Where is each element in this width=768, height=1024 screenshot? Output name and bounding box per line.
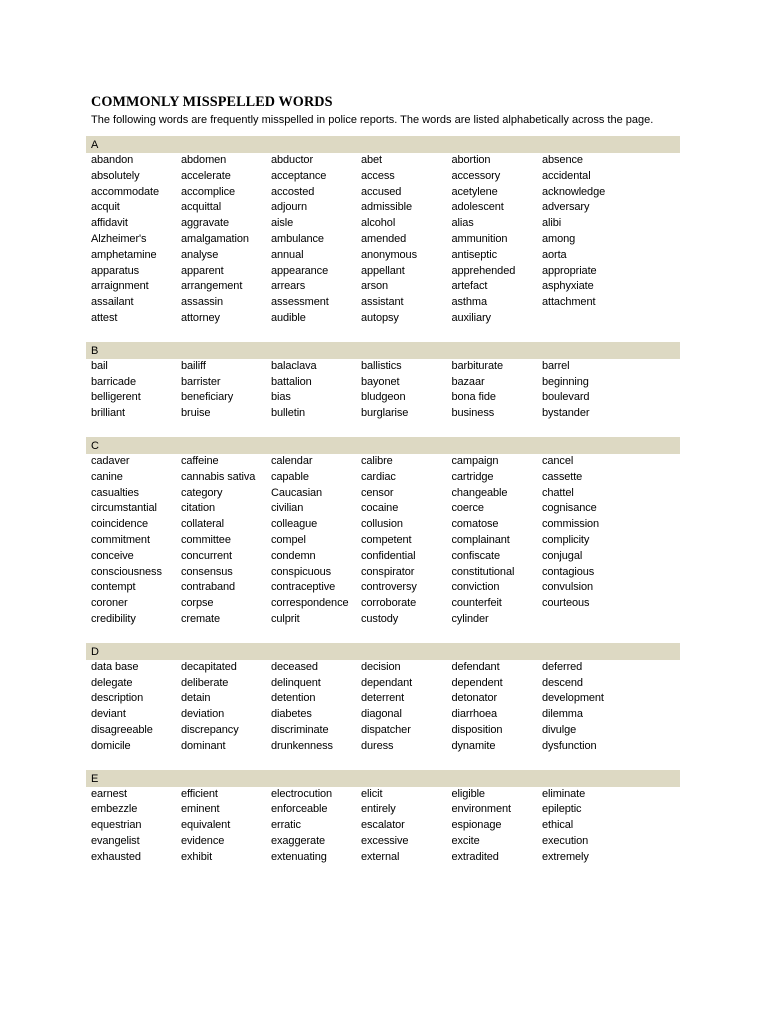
word-cell: abandon [91, 154, 134, 166]
word-cell: barrel [542, 359, 570, 372]
word-cell: contraband [181, 581, 236, 594]
word-cell: apprehended [451, 264, 516, 277]
word-cell: commission [542, 518, 600, 531]
word-cell: extremely [542, 850, 589, 863]
word-cell: coroner [91, 597, 128, 610]
word-cell: brilliant [91, 407, 125, 420]
word-cell: deterrent [361, 692, 405, 705]
word-cell: disposition [451, 723, 503, 736]
word-cell: conviction [451, 581, 500, 594]
word-cell: cannabis sativa [181, 470, 256, 483]
word-cell: custody [361, 612, 399, 625]
word-cell: controversy [361, 581, 417, 594]
word-cell: domicile [91, 739, 131, 752]
word-cell: absolutely [91, 169, 140, 182]
word-cell: casualties [91, 486, 139, 499]
word-cell: evangelist [91, 834, 140, 847]
word-cell: escalator [361, 819, 405, 832]
word-cell: detonator [451, 692, 498, 705]
word-cell: boulevard [542, 391, 590, 404]
word-cell: collusion [361, 518, 403, 531]
word-cell: conceive [91, 549, 134, 562]
word-cell: cartridge [451, 470, 494, 483]
word-cell: accelerate [181, 169, 231, 182]
word-cell: dysfunction [542, 739, 597, 752]
word-cell: bias [271, 391, 291, 404]
section-header: C [86, 437, 680, 454]
word-cell: admissible [361, 201, 412, 214]
word-cell: excite [451, 834, 480, 847]
word-cell: dynamite [451, 739, 496, 752]
word-cell: attest [91, 311, 118, 324]
word-cell: accused [361, 185, 402, 198]
word-cell: conjugal [542, 549, 583, 562]
word-cell: eligible [451, 787, 485, 800]
word-cell: counterfeit [451, 597, 502, 610]
word-cell: delegate [91, 676, 133, 689]
word-cell: deferred [542, 660, 583, 673]
word-cell: appellant [361, 264, 405, 277]
word-cell: environment [451, 803, 511, 816]
word-cell: confiscate [451, 549, 501, 562]
word-cell [542, 311, 632, 327]
word-cell: contempt [91, 581, 136, 594]
word-cell: external [361, 850, 400, 863]
section-header: A [86, 136, 680, 153]
word-cell: analyse [181, 248, 219, 261]
word-cell: arrangement [181, 280, 243, 293]
word-cell: detention [271, 692, 316, 705]
word-cell: calibre [361, 454, 393, 467]
word-cell: amalgamation [181, 232, 249, 245]
word-cell: deviant [91, 708, 126, 721]
word-cell: execution [542, 834, 589, 847]
word-cell: deliberate [181, 676, 229, 689]
word-cell: confidential [361, 549, 416, 562]
word-cell: chattel [542, 486, 574, 499]
word-cell: contraceptive [271, 581, 336, 594]
word-cell: exhibit [181, 850, 213, 863]
section-a [86, 136, 680, 327]
word-cell: assassin [181, 296, 223, 309]
word-cell: entirely [361, 803, 396, 816]
word-cell: aisle [271, 217, 294, 230]
word-cell: exhausted [91, 850, 141, 863]
word-cell: coincidence [91, 518, 148, 531]
word-cell: eliminate [542, 787, 586, 800]
word-cell: citation [181, 502, 216, 515]
word-cell: comatose [451, 518, 499, 531]
word-cell: antiseptic [451, 248, 497, 261]
word-cell: condemn [271, 549, 316, 562]
word-cell: consciousness [91, 565, 162, 578]
word-cell: ballistics [361, 359, 402, 372]
word-cell: dependent [451, 676, 503, 689]
word-cell: access [361, 169, 395, 182]
word-cell: assistant [361, 296, 404, 309]
word-grid [86, 660, 680, 755]
section-d [86, 643, 680, 755]
word-cell: collateral [181, 518, 225, 531]
word-cell: cassette [542, 470, 583, 483]
word-cell: efficient [181, 787, 218, 800]
word-cell: development [542, 692, 604, 705]
word-cell: accomplice [181, 185, 236, 198]
word-cell: corpse [181, 597, 214, 610]
word-cell: accommodate [91, 185, 159, 198]
intro-paragraph: The following words are frequently misspelled in police reports. The words are listed alphabetically across the page. [91, 114, 654, 126]
word-cell: adolescent [451, 201, 504, 214]
word-cell: amphetamine [91, 248, 157, 261]
word-cell: ambulance [271, 232, 324, 245]
word-cell: abet [361, 154, 383, 166]
word-grid [86, 454, 680, 628]
word-cell: constitutional [451, 565, 515, 578]
word-cell: beginning [542, 375, 589, 388]
word-cell: arrears [271, 280, 306, 293]
word-cell: corroborate [361, 597, 417, 610]
word-cell: culprit [271, 612, 300, 625]
word-cell: attachment [542, 296, 596, 309]
word-cell: credibility [91, 612, 136, 625]
word-cell: barbiturate [451, 359, 503, 372]
word-cell: barrister [181, 375, 221, 388]
word-cell: acetylene [451, 185, 498, 198]
word-cell: appropriate [542, 264, 597, 277]
word-cell: eminent [181, 803, 220, 816]
word-cell: amended [361, 232, 407, 245]
word-cell: changeable [451, 486, 508, 499]
word-cell: audible [271, 311, 306, 324]
word-cell: capable [271, 470, 309, 483]
word-cell: burglarise [361, 407, 409, 420]
word-cell: civilian [271, 502, 304, 515]
word-cell: espionage [451, 819, 502, 832]
section-b [86, 342, 680, 422]
word-cell: conspirator [361, 565, 415, 578]
document-page [86, 92, 680, 865]
word-cell: caffeine [181, 454, 219, 467]
word-cell: conspicuous [271, 565, 332, 578]
word-cell: affidavit [91, 217, 128, 230]
word-cell: asphyxiate [542, 280, 594, 293]
word-cell: battalion [271, 375, 312, 388]
word-cell: equivalent [181, 819, 231, 832]
word-cell: annual [271, 248, 304, 261]
word-cell: duress [361, 739, 394, 752]
word-cell: defendant [451, 660, 500, 673]
word-cell: autopsy [361, 311, 399, 324]
word-cell: among [542, 232, 576, 245]
word-cell: enforceable [271, 803, 328, 816]
word-cell: calendar [271, 454, 313, 467]
word-cell: evidence [181, 834, 225, 847]
word-cell: committee [181, 533, 231, 546]
word-cell: complainant [451, 533, 510, 546]
word-cell: acquittal [181, 201, 222, 214]
word-cell: delinquent [271, 676, 321, 689]
word-cell: diarrhoea [451, 708, 498, 721]
word-cell: arson [361, 280, 389, 293]
word-cell: balaclava [271, 359, 317, 372]
word-cell: data base [91, 660, 139, 673]
word-cell: beneficiary [181, 391, 234, 404]
word-cell: assessment [271, 296, 329, 309]
word-cell: aggravate [181, 217, 230, 230]
word-cell: colleague [271, 518, 318, 531]
word-cell: artefact [451, 280, 488, 293]
word-cell: discrepancy [181, 723, 239, 736]
word-cell: Caucasian [271, 486, 323, 499]
word-cell: commitment [91, 533, 150, 546]
section-e [86, 770, 680, 866]
word-cell: apparent [181, 264, 224, 277]
word-cell: convulsion [542, 581, 593, 594]
word-cell: accidental [542, 169, 591, 182]
word-cell: ethical [542, 819, 574, 832]
word-cell: attorney [181, 311, 220, 324]
section-header: E [86, 770, 680, 787]
word-cell: assailant [91, 296, 134, 309]
word-cell: descend [542, 676, 583, 689]
word-cell: adversary [542, 201, 590, 214]
word-cell: business [451, 407, 495, 420]
word-cell: auxiliary [451, 311, 491, 324]
word-cell: dependant [361, 676, 413, 689]
word-cell: abdomen [181, 154, 227, 166]
word-cell: electrocution [271, 787, 333, 800]
word-cell: equestrian [91, 819, 142, 832]
word-cell: concurrent [181, 549, 232, 562]
word-cell: exaggerate [271, 834, 326, 847]
word-cell: bona fide [451, 391, 496, 404]
word-cell: decapitated [181, 660, 237, 673]
word-cell: campaign [451, 454, 499, 467]
word-cell: ammunition [451, 232, 508, 245]
word-cell: discriminate [271, 723, 329, 736]
word-cell: diabetes [271, 708, 312, 721]
word-cell: apparatus [91, 264, 140, 277]
word-cell: competent [361, 533, 412, 546]
word-cell: description [91, 692, 144, 705]
word-cell: acceptance [271, 169, 327, 182]
word-cell: diagonal [361, 708, 402, 721]
word-cell: arraignment [91, 280, 149, 293]
word-cell: earnest [91, 787, 127, 800]
word-cell: cylinder [451, 612, 489, 625]
word-cell: divulge [542, 723, 577, 736]
word-cell: dispatcher [361, 723, 411, 736]
word-cell: cocaine [361, 502, 399, 515]
word-sections [86, 136, 680, 865]
word-cell: acquit [91, 201, 120, 214]
word-cell: deceased [271, 660, 318, 673]
word-cell: cognisance [542, 502, 597, 515]
word-cell: bail [91, 359, 108, 372]
word-cell: appearance [271, 264, 329, 277]
word-cell: bystander [542, 407, 590, 420]
word-grid [86, 787, 680, 866]
word-cell: accosted [271, 185, 315, 198]
word-grid [86, 153, 680, 327]
word-cell: alibi [542, 217, 562, 230]
word-cell: elicit [361, 787, 383, 800]
word-cell: aorta [542, 248, 567, 261]
word-cell: anonymous [361, 248, 417, 261]
word-cell: epileptic [542, 803, 582, 816]
word-cell: detain [181, 692, 211, 705]
word-cell: complicity [542, 533, 590, 546]
word-cell: disagreeable [91, 723, 153, 736]
word-cell: erratic [271, 819, 301, 832]
word-cell: circumstantial [91, 502, 157, 515]
word-cell: accessory [451, 169, 501, 182]
word-cell: cancel [542, 454, 574, 467]
word-cell: belligerent [91, 391, 141, 404]
word-cell: extenuating [271, 850, 327, 863]
word-cell: extradited [451, 850, 499, 863]
word-cell: barricade [91, 375, 136, 388]
word-cell: bailiff [181, 359, 206, 372]
word-cell: bazaar [451, 375, 485, 388]
section-c [86, 437, 680, 628]
word-cell: coerce [451, 502, 484, 515]
word-cell: bruise [181, 407, 211, 420]
word-cell: canine [91, 470, 123, 483]
word-cell: consensus [181, 565, 233, 578]
word-cell: courteous [542, 597, 590, 610]
word-cell: deviation [181, 708, 225, 721]
section-header: D [86, 643, 680, 660]
word-cell: abductor [271, 154, 314, 166]
word-cell: bayonet [361, 375, 400, 388]
word-cell: bludgeon [361, 391, 406, 404]
word-cell [542, 612, 632, 628]
word-cell: embezzle [91, 803, 138, 816]
word-cell: cadaver [91, 454, 130, 467]
word-cell: correspondence [271, 597, 349, 610]
word-cell: Alzheimer's [91, 232, 147, 245]
word-cell: absence [542, 154, 583, 166]
word-cell: alias [451, 217, 474, 230]
word-cell: bulletin [271, 407, 306, 420]
word-cell: contagious [542, 565, 595, 578]
word-cell: alcohol [361, 217, 396, 230]
section-header: B [86, 342, 680, 359]
word-cell: asthma [451, 296, 487, 309]
word-cell: censor [361, 486, 394, 499]
word-cell: cardiac [361, 470, 396, 483]
word-cell: cremate [181, 612, 221, 625]
word-grid [86, 359, 680, 422]
word-cell: dilemma [542, 708, 583, 721]
word-cell: dominant [181, 739, 226, 752]
word-cell: abortion [451, 154, 491, 166]
word-cell: category [181, 486, 223, 499]
word-cell: acknowledge [542, 185, 606, 198]
word-cell: drunkenness [271, 739, 333, 752]
word-cell: decision [361, 660, 401, 673]
page-title: COMMONLY MISSPELLED WORDS [91, 94, 333, 110]
word-cell: compel [271, 533, 306, 546]
word-cell: excessive [361, 834, 409, 847]
word-cell: adjourn [271, 201, 307, 214]
